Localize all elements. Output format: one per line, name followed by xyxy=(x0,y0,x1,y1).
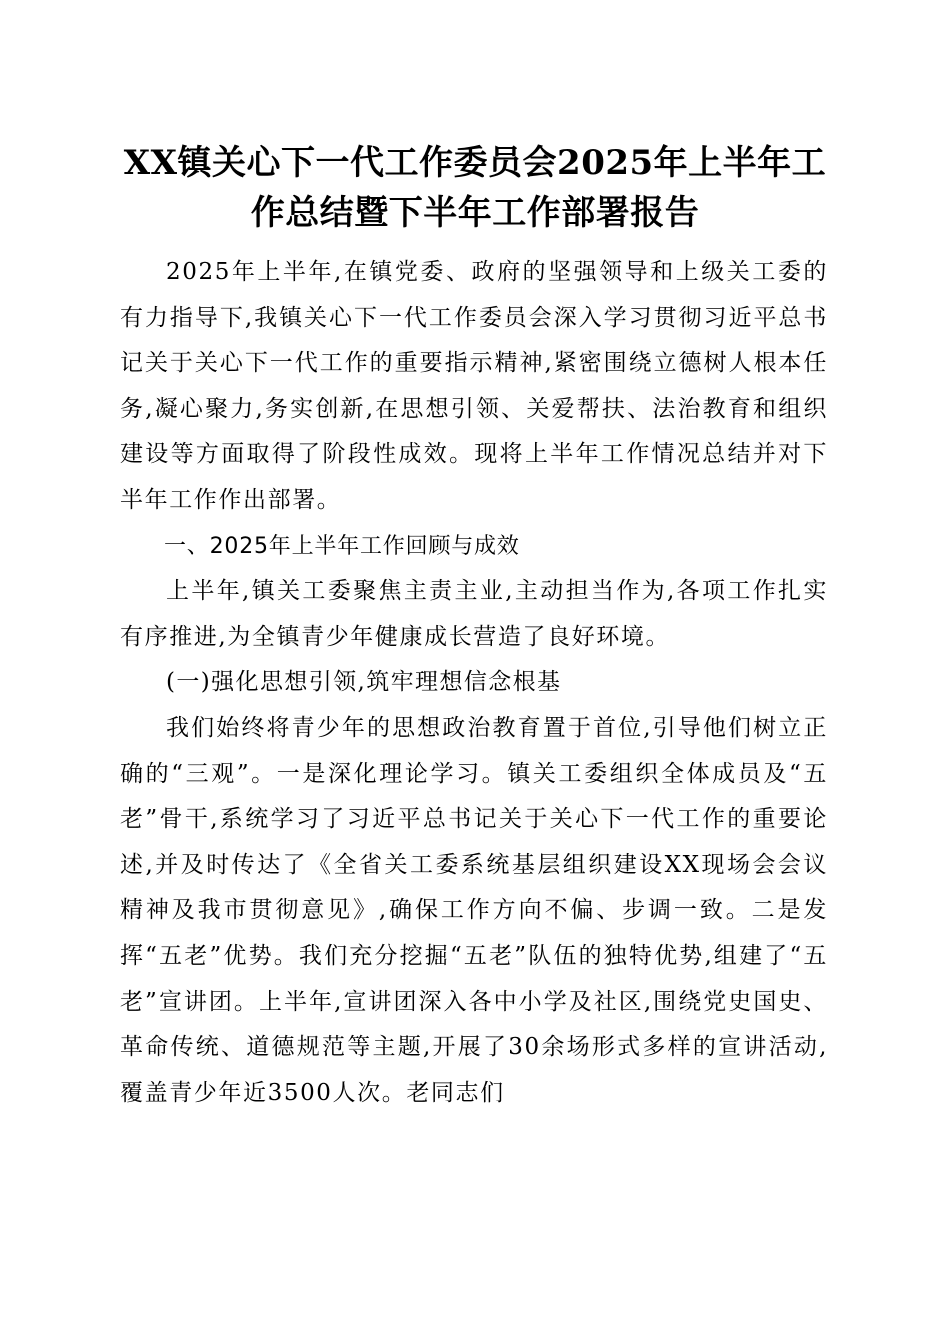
section-1-intro-paragraph: 上半年,镇关工委聚焦主责主业,主动担当作为,各项工作扎实有序推进,为全镇青少年健康成长营造了良好环境。 xyxy=(120,578,828,650)
document-title xyxy=(110,138,840,238)
document-title-line-1: XX镇关心下一代工作委员会2025年上半年工 xyxy=(123,143,827,183)
subsection-1-paragraph: 我们始终将青少年的思想政治教育置于首位,引导他们树立正确的“三观”。一是深化理论学习。镇关工委组织全体成员及“五老”骨干,系统学习了习近平总书记关于关心下一代工作的重要论述,并及时传达了《全省关工委系统基层组织建设XX现场会会议精神及我市贯彻意见》,确保工作方向不偏、步调一致。二是发挥“五老”优势。我们充分挖掘“五老”队伍的独特优势,组建了“五老”宣讲团。上半年,宣讲团深入各中小学及社区,围绕党史国史、革命传统、道德规范等主题,开展了30余场形式多样的宣讲活动,覆盖青少年近3500人次。老同志们 xyxy=(120,714,828,1106)
section-1-heading: 一、2025年上半年工作回顾与成效 xyxy=(164,533,520,559)
intro-paragraph: 2025年上半年,在镇党委、政府的坚强领导和上级关工委的有力指导下,我镇关心下一代工作委员会深入学习贯彻习近平总书记关于关心下一代工作的重要指示精神,紧密围绕立德树人根本任务,凝心聚力,务实创新,在思想引领、关爱帮扶、法治教育和组织建设等方面取得了阶段性成效。现将上半年工作情况总结并对下半年工作作出部署。 xyxy=(120,259,828,513)
document-body xyxy=(120,250,828,1116)
document-title-line-2: 作总结暨下半年工作部署报告 xyxy=(250,193,700,233)
subsection-1-heading: (一)强化思想引领,筑牢理想信念根基 xyxy=(166,669,562,696)
